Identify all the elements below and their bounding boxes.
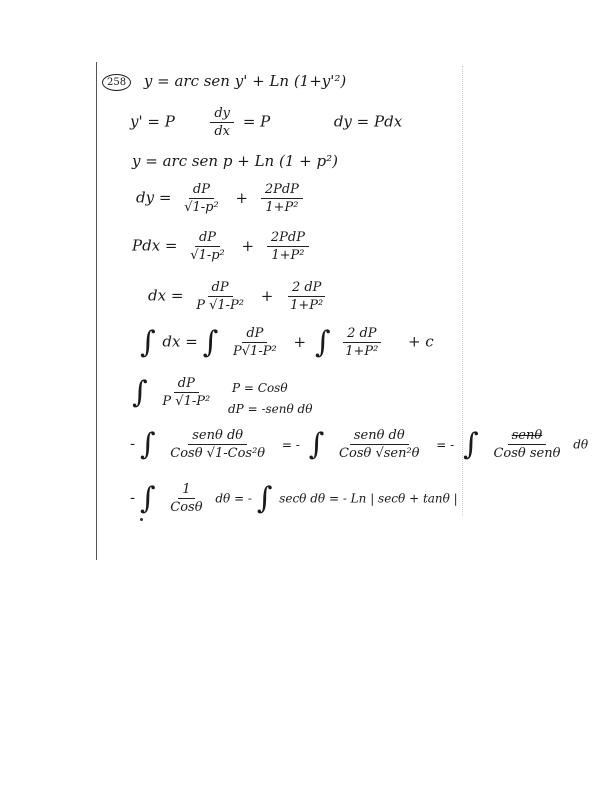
pen-mark xyxy=(140,518,143,521)
equation-text: secθ dθ = - Ln | secθ + tanθ | xyxy=(279,491,458,506)
equation-text: y = arc sen y' + Ln (1+y'²) xyxy=(143,72,347,90)
integral-sign: ∫ xyxy=(139,426,156,462)
equation-text: dθ = - xyxy=(215,491,252,506)
equation-lhs: dx = xyxy=(162,332,198,351)
equation-text: y = arc sen p + Ln (1 + p²) xyxy=(132,152,338,170)
integral-sign: ∫ xyxy=(139,480,156,516)
equation-lhs: dx = xyxy=(148,286,184,305)
margin-rule xyxy=(96,62,97,560)
derivative-fraction: $\frac{dy}{dx}$ xyxy=(210,106,234,139)
equation-line-5 xyxy=(132,230,313,263)
constant-term: + c xyxy=(407,332,434,351)
fraction: $\frac{\text{senθ}}{\text{Cosθ senθ}}$ xyxy=(493,428,561,461)
plus-sign: + xyxy=(293,332,307,351)
equation-line-4 xyxy=(136,182,307,215)
equation-line-1 xyxy=(102,72,346,91)
equation-line-3 xyxy=(132,152,338,170)
equation-line-8 xyxy=(132,376,218,409)
equation-line-10 xyxy=(130,482,458,515)
fraction: $\frac{2 dP}{\text{1+P²}}$ xyxy=(286,280,327,313)
fraction: $\frac{1}{\text{Cosθ}}$ xyxy=(170,482,203,515)
plus-sign: + xyxy=(241,236,255,255)
equation-line-7 xyxy=(140,326,434,359)
plus-sign: + xyxy=(260,286,274,305)
equals-minus: = - xyxy=(436,437,455,452)
integral-sign: ∫ xyxy=(256,480,273,516)
equation-lhs: Pdx = xyxy=(132,236,178,255)
integral-sign: ∫ xyxy=(314,324,331,360)
fraction: $\frac{dP}{\text{P√1-P²}}$ xyxy=(233,326,277,359)
integral-sign: ∫ xyxy=(202,324,219,360)
equation-text: = P xyxy=(242,112,271,131)
fraction: $\frac{\text{senθ dθ}}{\text{Cosθ √sen²θ}}$ xyxy=(339,428,420,461)
minus-sign: - xyxy=(130,488,136,507)
equation-line-6 xyxy=(148,280,331,313)
equation-text: dy = Pdx xyxy=(333,112,403,131)
fraction: $\frac{\text{senθ dθ}}{\text{Cosθ √1-Cos²θ}}$ xyxy=(170,428,266,461)
fraction: $\frac{dP}{\text{√1-p²}}$ xyxy=(190,230,225,263)
substitution-note xyxy=(228,402,312,416)
fraction: $\frac{\text{2PdP}}{\text{1+P²}}$ xyxy=(261,182,303,215)
substitution-dp: dP = -senθ dθ xyxy=(228,402,313,416)
substitution-p: P = Cosθ xyxy=(232,381,288,395)
integral-sign: ∫ xyxy=(140,324,156,360)
fraction: $\frac{\text{2PdP}}{\text{1+P²}}$ xyxy=(267,230,309,263)
equation-lhs: dy = xyxy=(136,188,172,207)
minus-sign: - xyxy=(130,434,136,453)
integral-sign: ∫ xyxy=(308,426,325,462)
plus-sign: + xyxy=(235,188,249,207)
substitution-text: y' = P xyxy=(130,112,175,131)
equation-line-2 xyxy=(130,106,402,139)
problem-number: 258 xyxy=(102,74,131,91)
differential: dθ xyxy=(573,437,589,452)
integral-sign: ∫ xyxy=(132,374,148,410)
substitution-note xyxy=(232,381,288,395)
equals-minus: = - xyxy=(281,437,300,452)
fraction: $\frac{dP}{\text{P √1-P²}}$ xyxy=(196,280,244,313)
fraction: $\frac{dP}{\text{√1-p²}}$ xyxy=(184,182,219,215)
fraction: $\frac{dP}{\text{P √1-P²}}$ xyxy=(162,376,211,409)
fraction: $\frac{2 dP}{\text{1+P²}}$ xyxy=(341,326,382,359)
integral-sign: ∫ xyxy=(463,426,479,462)
equation-line-9 xyxy=(130,428,588,461)
